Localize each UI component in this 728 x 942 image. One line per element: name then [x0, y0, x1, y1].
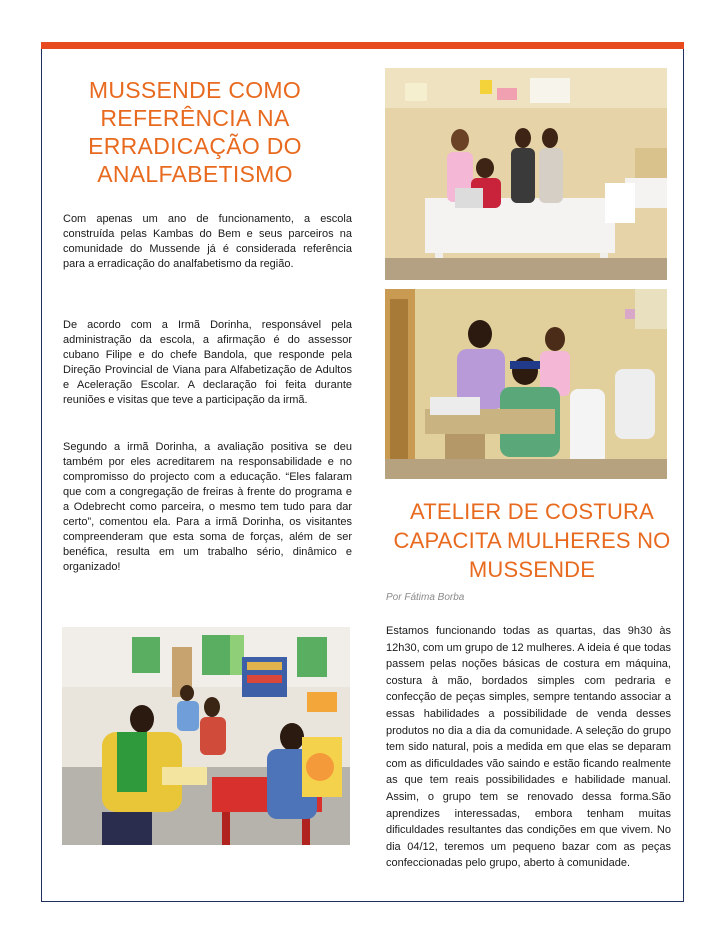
article1-paragraph-2: De acordo com a Irmã Dorinha, responsável pela administração da escola, a afirmação é do assessor cubano Filipe e do chefe Bandola, que responde pela Direção Provincial de Viana para Alfabetização de Adultos e Aceleração Escolar. A declaração foi feita durante reuniões e visitas que teve a participação da irmã.: [63, 319, 352, 406]
top-accent-bar: [41, 42, 684, 49]
article2-title: ATELIER DE COSTURA CAPACITA MULHERES NO MUSSENDE: [393, 499, 671, 582]
photo-sewing-group: [385, 68, 667, 280]
article2-paragraph: Estamos funcionando todas as quartas, das 9h30 às 12h30, com um grupo de 12 mulheres. A ideia é que todas passem pelas noções básicas de costura em máquina, costura à mão, bordados simples com pedraria e confecção de peças simples, sempre tentando associar a essas habilidades a possibilidade de venda desses produtos no dia a dia da comunidade. A seleção do grupo tem sido natural, pois a medida em que elas se deparam com as dificuldades vão saindo e estão ficando realmente as que tem reais possibilidades e habilidade manual. Assim, o grupo tem se renovado dessa forma.São aprendizes interessadas, embora tenham muitas dificuldades resultantes das condições em que vivem. No dia 04/12, teremos um pequeno bazar com as peças confeccionadas pelo grupo, aberto à comunidade.: [386, 625, 671, 870]
article1-paragraph-1: Com apenas um ano de funcionamento, a escola construída pelas Kambas do Bem e seus parceiros na comunidade do Mussende já é considerada referência para a erradicação do analfabetismo da região.: [63, 213, 352, 270]
photo-sewing-machine: [385, 289, 667, 479]
article1-title: MUSSENDE COMO REFERÊNCIA NA ERRADICAÇÃO DO ANALFABETISMO: [88, 77, 302, 187]
article2-byline: Por Fátima Borba: [386, 592, 465, 603]
article1-paragraph-3: Segundo a irmã Dorinha, a avaliação positiva se deu também por eles acreditarem na responsabilidade e no compromisso do projecto com a educação. “Eles falaram que com a congregação de freiras à frente do programa e a Odebrecht como parceira, o mesmo tem tudo para dar certo”, comentou ela. Para a irmã Dorinha, os visitantes compreenderam que esta soma de forças, além de ser benéfica, resulta em um trabalho sério, dinâmico e organizado!: [63, 441, 352, 573]
photo-classroom: [62, 627, 350, 845]
